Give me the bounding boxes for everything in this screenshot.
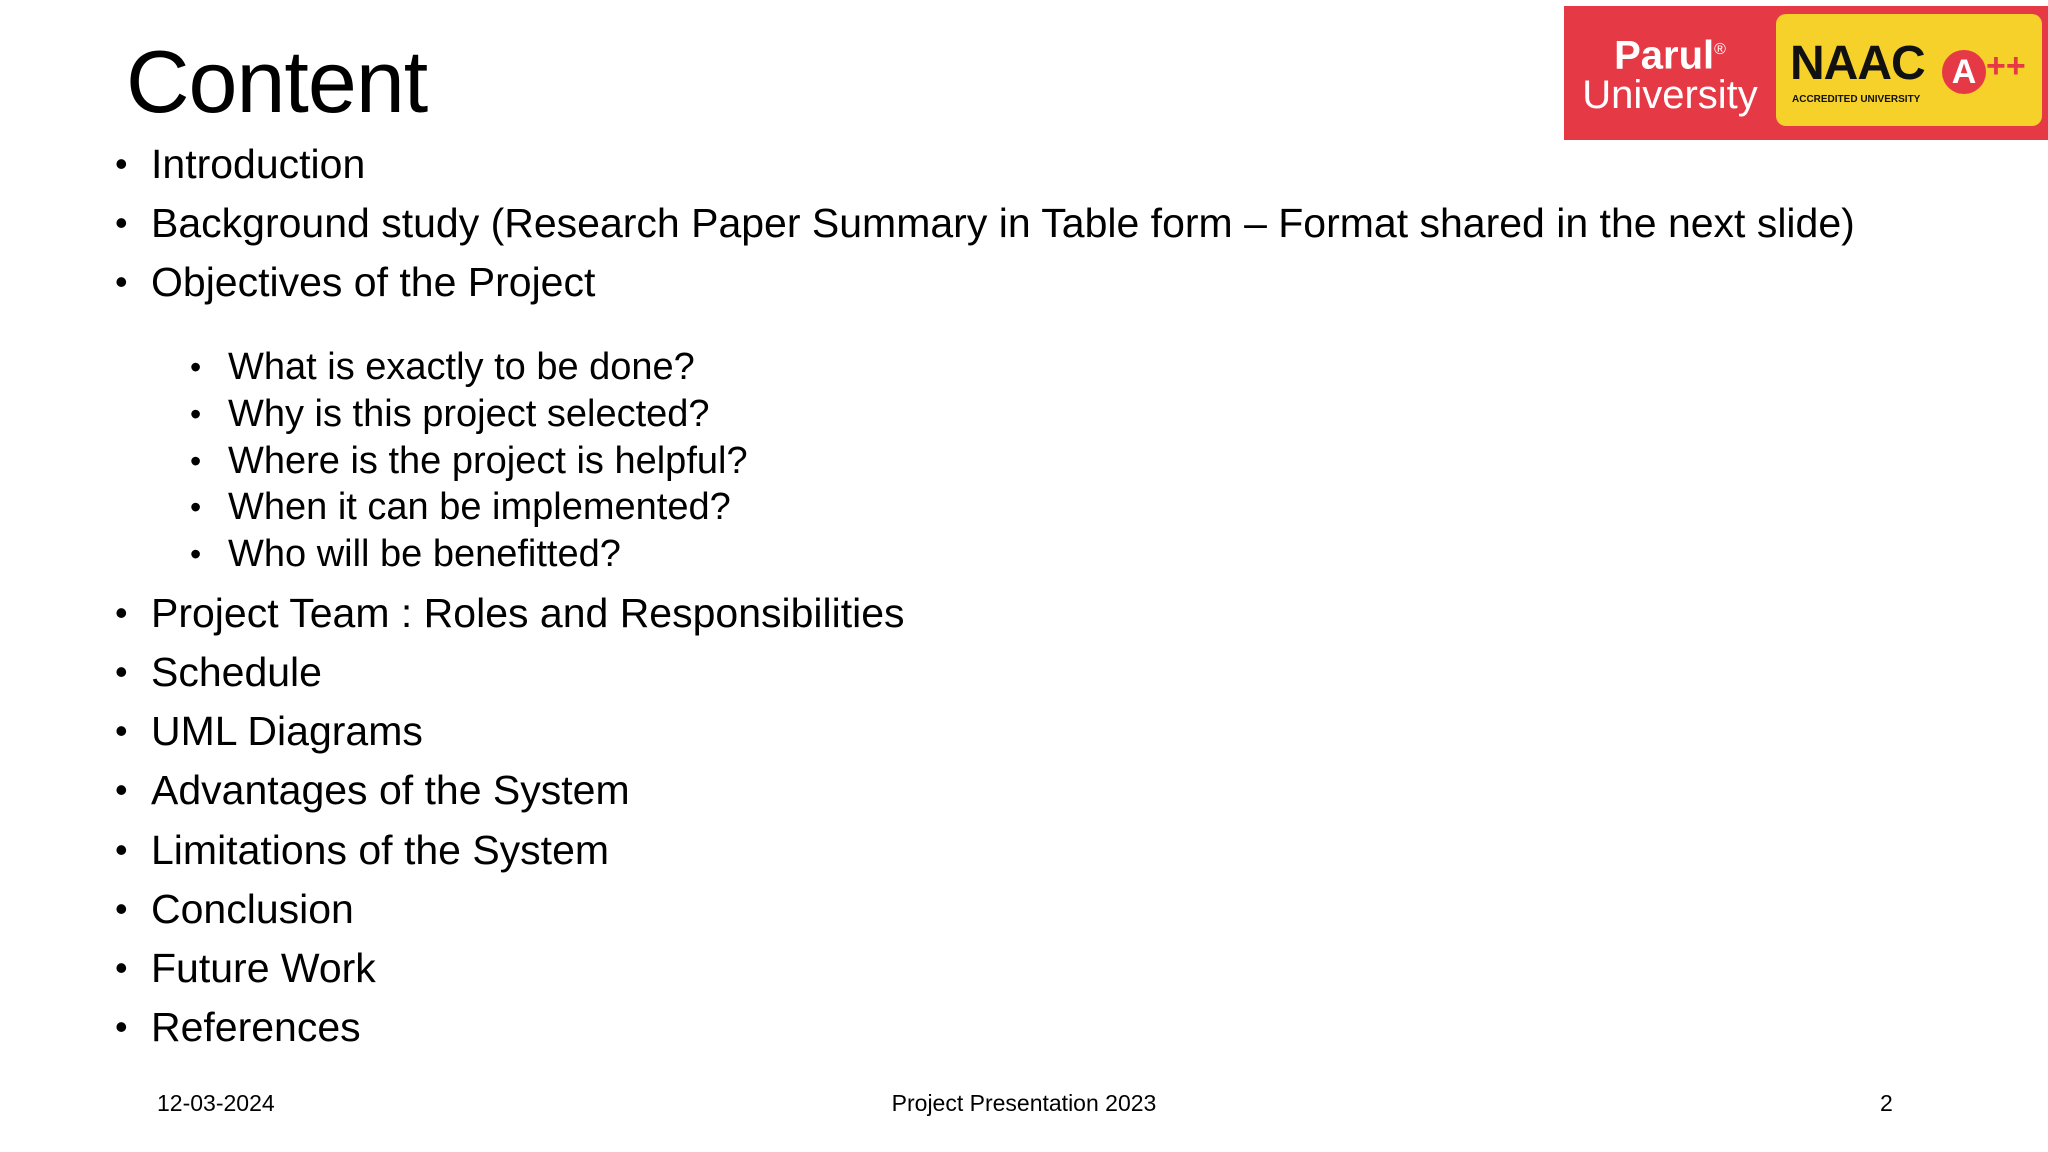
list-item: • References [115,1004,361,1050]
bullet-icon: • [115,592,128,633]
footer-date: 12-03-2024 [157,1090,275,1116]
sub-list-item: • Why is this project selected? [190,393,710,435]
bullet-icon: • [190,443,202,479]
naac-badge [1776,14,2042,126]
slide-number: 2 [1880,1090,1893,1116]
list-item: • Conclusion [115,886,354,932]
list-item: • UML Diagrams [115,708,423,754]
list-item: • Project Team : Roles and Responsibilities [115,590,905,636]
naac-subtitle: ACCREDITED UNIVERSITY [1792,94,1921,105]
footer-title: Project Presentation 2023 [891,1090,1157,1116]
bullet-icon: • [115,202,128,243]
bullet-icon: • [115,143,128,184]
list-item: • Future Work [115,945,376,991]
bullet-icon: • [115,947,128,988]
bullet-icon: • [115,829,128,870]
bullet-icon: • [190,396,202,432]
grade-circle: A [1942,50,1986,94]
bullet-icon: • [190,349,202,385]
grade-suffix: ++ [1986,47,2026,85]
slide-title: Content [126,32,428,131]
university-logo [1564,6,2048,140]
parul-university-mark [1564,6,1776,140]
list-item: • Introduction [115,141,366,187]
bullet-icon: • [115,710,128,751]
registered-mark: ® [1714,41,1726,58]
list-item: • Limitations of the System [115,827,610,873]
list-item: • Schedule [115,649,322,695]
logo-name-line2: University [1582,73,1758,117]
list-item: • Background study (Research Paper Summary in Table form – Format shared in the next slide) [115,200,1855,246]
bullet-icon: • [190,489,202,525]
sub-list-item: • What is exactly to be done? [190,346,695,388]
bullet-icon: • [115,888,128,929]
list-item: • Advantages of the System [115,767,630,813]
logo-name-line1: Parul [1614,33,1715,78]
bullet-icon: • [115,651,128,692]
sub-list-item: • Who will be benefitted? [190,533,621,575]
bullet-icon: • [115,769,128,810]
sub-list-item: • When it can be implemented? [190,486,731,528]
sub-list-item: • Where is the project is helpful? [190,440,748,482]
bullet-icon: • [115,261,128,302]
bullet-icon: • [190,536,202,572]
bullet-icon: • [115,1006,128,1047]
list-item: • Objectives of the Project [115,259,596,305]
naac-text: NAAC [1790,37,1925,90]
